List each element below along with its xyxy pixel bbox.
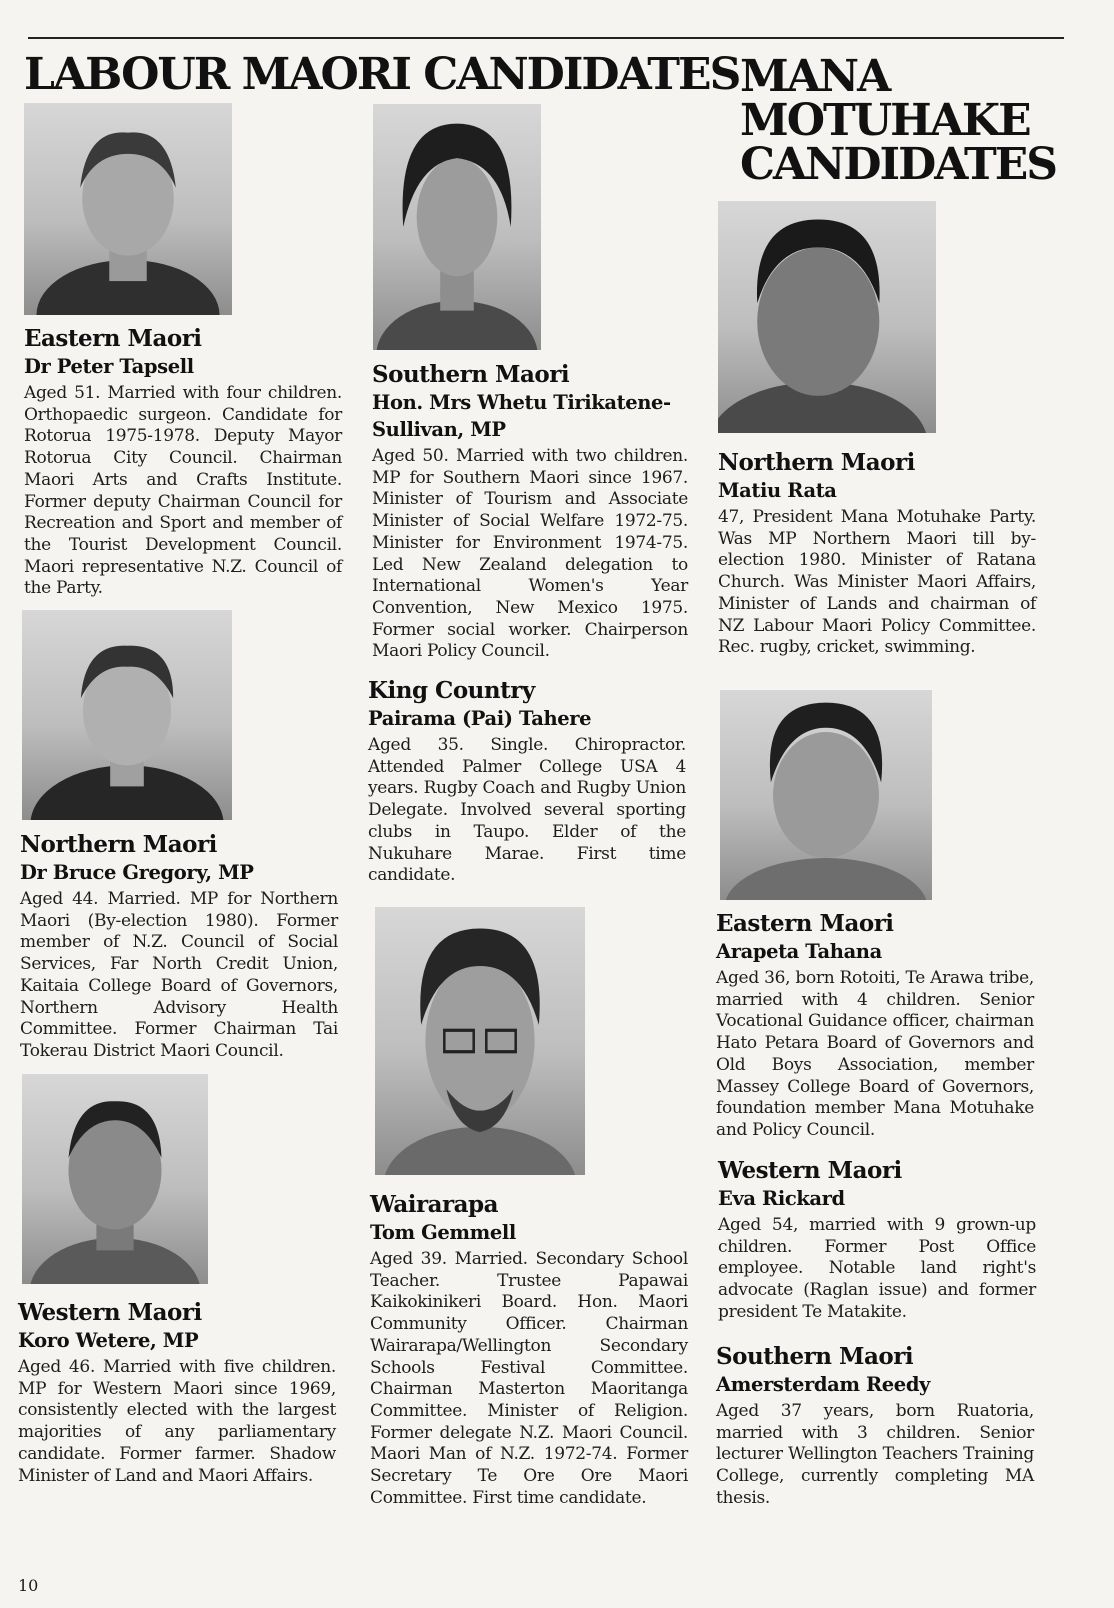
candidate-entry xyxy=(718,448,1036,659)
candidate-bio: Aged 35. Single. Chiropractor. Attended Palmer College USA 4 years. Rugby Coach and Rugby Union Delegate. Involved several sporting clubs in Taupo. Elder of the Nukuhare Marae. First time candidate. xyxy=(368,735,686,886)
photo-koro-wetere xyxy=(22,1074,208,1284)
candidate-region: Eastern Maori xyxy=(24,325,202,352)
candidate-region: Northern Maori xyxy=(20,831,217,858)
candidate-entry xyxy=(718,1156,1036,1324)
top-rule xyxy=(28,37,1064,39)
candidate-entry xyxy=(716,1342,1034,1510)
candidate-bio: Aged 44. Married. MP for Northern Maori (By-election 1980). Former member of N.Z. Council of Social Services, Far North Credit Union, Kaitaia College Board of Governors, Northern Advisory Health Committee. Former Chairman Tai Tokerau District Maori Council. xyxy=(20,889,338,1061)
candidate-bio: Aged 46. Married with five children. MP for Western Maori since 1969, consistently elected with the largest majorities of any parliamentary candidate. Former farmer. Shadow Minister of Land and Maori Affairs. xyxy=(18,1357,336,1486)
photo-whetu-tirikatene-sullivan xyxy=(373,104,541,350)
candidate-name: Tom Gemmell xyxy=(370,1221,516,1244)
candidate-entry xyxy=(18,1298,336,1487)
candidate-entry xyxy=(20,830,338,1063)
candidate-entry xyxy=(370,1190,688,1509)
photo-peter-tapsell xyxy=(24,103,232,315)
heading-labour-maori-candidates: LABOUR MAORI CANDIDATES xyxy=(24,49,740,100)
candidate-bio: 47, President Mana Motuhake Party. Was MP Northern Maori till by-election 1980. Minister of Ratana Church. Was Minister Maori Affairs, Minister of Lands and chairman of NZ Labour Maori Policy Committee. Rec. rugby, cricket, swimming. xyxy=(718,507,1036,658)
candidate-bio: Aged 50. Married with two children. MP for Southern Maori since 1967. Minister of Tourism and Associate Minister of Social Welfare 1972-75. Minister for Environment 1974-75. Led New Zealand delegation to International Women's Year Convention, New Mexico 1975. Former social worker. Chairperson Maori Policy Council. xyxy=(372,446,688,662)
candidate-entry xyxy=(368,676,686,887)
candidate-name: Matiu Rata xyxy=(718,479,837,502)
candidate-region: Wairarapa xyxy=(370,1191,498,1218)
candidate-bio: Aged 39. Married. Secondary School Teacher. Trustee Papawai Kaikokinikeri Board. Hon. Maori Community Officer. Chairman Wairarapa/Wellington Secondary Schools Festival Committee. Chairman Masterton Maoritanga Committee. Minister of Religion. Former delegate N.Z. Maori Council. Maori Man of N.Z. 1972-74. Former Secretary Te Ore Ore Maori Committee. First time candidate. xyxy=(370,1249,688,1508)
candidate-name: Dr Bruce Gregory, MP xyxy=(20,861,254,884)
candidate-region: Northern Maori xyxy=(718,449,915,476)
candidate-region: Southern Maori xyxy=(372,361,570,388)
candidate-bio: Aged 37 years, born Ruatoria, married with 3 children. Senior lecturer Wellington Teachers Training College, currently completing MA thesis. xyxy=(716,1401,1034,1508)
candidate-region: Western Maori xyxy=(18,1299,202,1326)
candidate-name: Arapeta Tahana xyxy=(716,940,882,963)
candidate-name: Eva Rickard xyxy=(718,1187,845,1210)
candidate-entry xyxy=(716,909,1034,1142)
candidate-entry xyxy=(24,324,342,600)
photo-tom-gemmell xyxy=(375,907,585,1175)
candidate-entry xyxy=(372,360,688,663)
candidate-name: Hon. Mrs Whetu Tirikatene-Sullivan, MP xyxy=(372,391,671,441)
photo-matiu-rata xyxy=(718,201,936,433)
candidate-region: Eastern Maori xyxy=(716,910,894,937)
photo-arapeta-tahana xyxy=(720,690,932,900)
heading-mana-motuhake-candidates: MANA MOTUHAKE CANDIDATES xyxy=(740,51,1057,190)
candidate-name: Koro Wetere, MP xyxy=(18,1329,199,1352)
candidate-region: Western Maori xyxy=(718,1157,902,1184)
candidate-region: Southern Maori xyxy=(716,1343,914,1370)
page-number: 10 xyxy=(18,1576,39,1595)
candidate-bio: Aged 51. Married with four children. Orthopaedic surgeon. Candidate for Rotorua 1975-1978. Deputy Mayor Rotorua City Council. Chairman Maori Arts and Crafts Institute. Former deputy Chairman Council for Recreation and Sport and member of the Tourist Development Council. Maori representative N.Z. Council of the Party. xyxy=(24,383,342,599)
candidate-name: Dr Peter Tapsell xyxy=(24,355,194,378)
candidate-bio: Aged 54, married with 9 grown-up children. Former Post Office employee. Notable land right's advocate (Raglan issue) and former president Te Matakite. xyxy=(718,1215,1036,1322)
candidate-name: Pairama (Pai) Tahere xyxy=(368,707,592,730)
candidate-bio: Aged 36, born Rotoiti, Te Arawa tribe, married with 4 children. Senior Vocational Guidance officer, chairman Hato Petara Board of Governors and Old Boys Association, member Massey College Board of Governors, foundation member Mana Motuhake and Policy Council. xyxy=(716,968,1034,1140)
candidate-region: King Country xyxy=(368,677,535,704)
candidate-name: Amersterdam Reedy xyxy=(716,1373,930,1396)
photo-bruce-gregory xyxy=(22,610,232,820)
